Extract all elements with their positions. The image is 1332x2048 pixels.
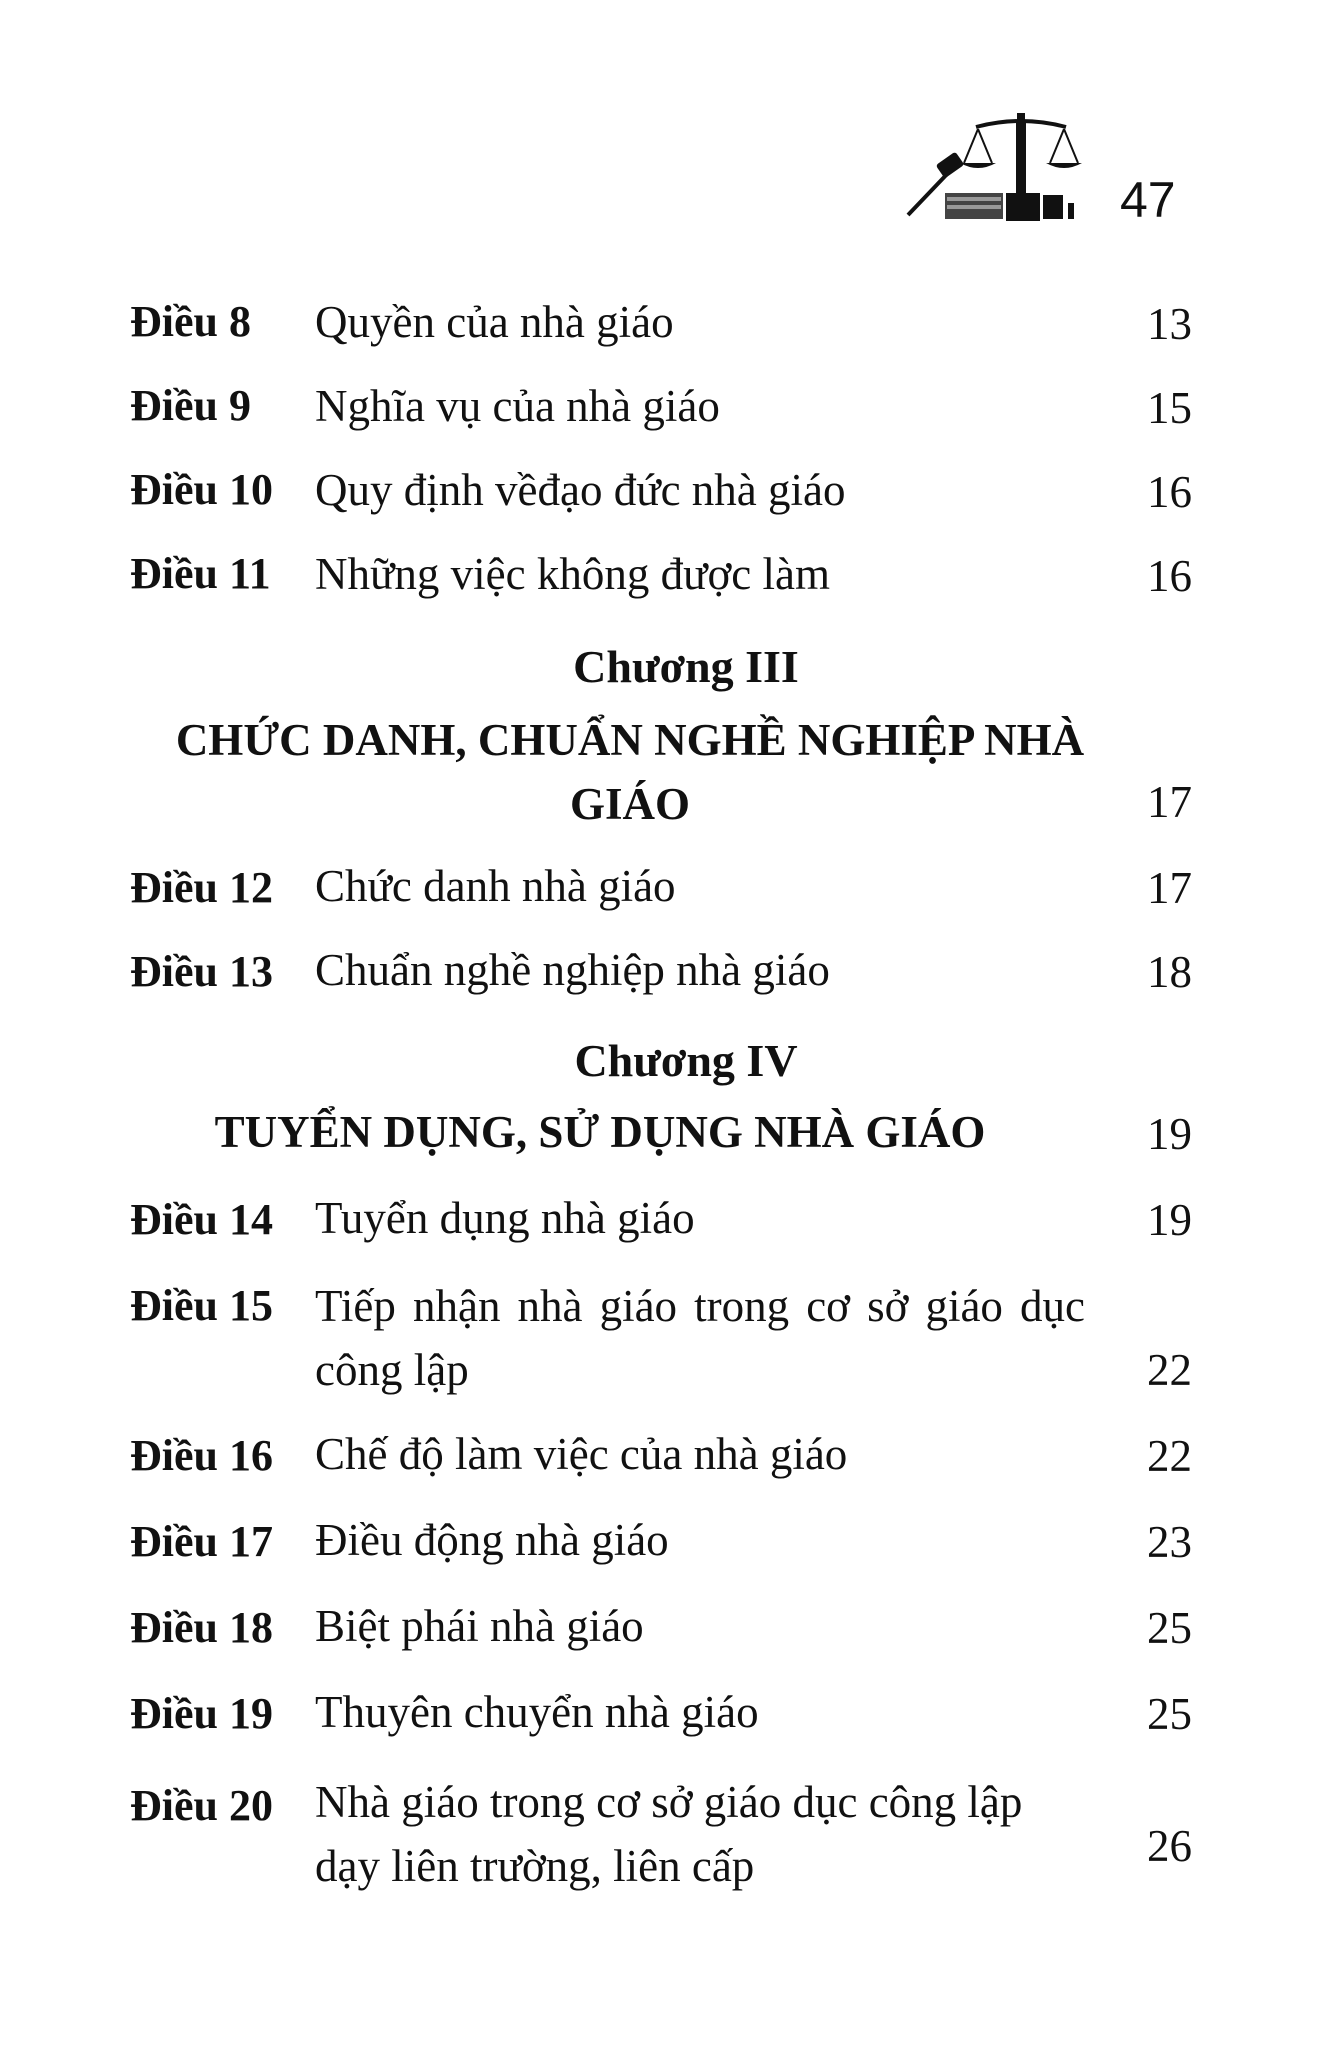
article-title: Tuyển dụng nhà giáo	[315, 1193, 695, 1243]
article-title: Thuyên chuyển nhà giáo	[315, 1687, 759, 1737]
article-title: Quyền của nhà giáo	[315, 297, 674, 347]
article-title: Nhà giáo trong cơ sở giáo dục công lập dạy liên trường, liên cấp	[315, 1777, 1023, 1891]
article-number: Điều 12	[130, 863, 273, 912]
article-title: Những việc không được làm	[315, 549, 830, 599]
chapter-title: CHỨC DANH, CHUẨN NGHỀ NGHIỆP NHÀ GIÁO	[175, 715, 1085, 829]
article-title: Chuẩn nghề nghiệp nhà giáo	[315, 945, 830, 995]
article-title: Điều động nhà giáo	[315, 1515, 669, 1565]
chapter-title: TUYỂN DỤNG, SỬ DỤNG NHÀ GIÁO	[214, 1107, 986, 1157]
page-header	[900, 105, 1200, 235]
article-number: Điều 19	[130, 1689, 273, 1738]
article-title: Chức danh nhà giáo	[315, 861, 676, 911]
chapter-label: Chương IV	[574, 1035, 798, 1086]
article-number: Điều 10	[130, 465, 273, 514]
page-ref: 17	[1147, 863, 1192, 913]
article-number: Điều 13	[130, 947, 273, 996]
page-ref: 25	[1147, 1603, 1192, 1653]
chapter-page-ref: 17	[1147, 777, 1192, 827]
page-ref: 26	[1147, 1821, 1192, 1871]
article-title: Biệt phái nhà giáo	[315, 1601, 644, 1651]
page-ref: 22	[1147, 1345, 1192, 1395]
page-ref: 22	[1147, 1431, 1192, 1481]
article-number: Điều 15	[130, 1281, 273, 1330]
page-ref: 13	[1147, 299, 1192, 349]
article-number: Điều 16	[130, 1431, 273, 1480]
chapter-page-ref: 19	[1147, 1109, 1192, 1159]
article-number: Điều 18	[130, 1603, 273, 1652]
chapter-label: Chương III	[573, 641, 799, 692]
article-title: Tiếp nhận nhà giáo trong cơ sở giáo dục công lập	[315, 1281, 1085, 1395]
page-ref: 18	[1147, 947, 1192, 997]
page-number: 47	[1120, 172, 1176, 228]
article-number: Điều 20	[130, 1781, 273, 1830]
page-ref: 19	[1147, 1195, 1192, 1245]
article-number: Điều 8	[130, 297, 251, 346]
article-number: Điều 14	[130, 1195, 273, 1244]
article-number: Điều 11	[130, 549, 271, 598]
article-number: Điều 9	[130, 381, 251, 430]
article-title: Chế độ làm việc của nhà giáo	[315, 1429, 848, 1479]
page-ref: 16	[1147, 467, 1192, 517]
page-ref: 25	[1147, 1689, 1192, 1739]
scales-of-justice-gavel-icon	[900, 105, 1100, 230]
article-title: Nghĩa vụ của nhà giáo	[315, 381, 720, 431]
page-ref: 23	[1147, 1517, 1192, 1567]
article-number: Điều 17	[130, 1517, 273, 1566]
page-ref: 15	[1147, 383, 1192, 433]
article-title: Quy định vềđạo đức nhà giáo	[315, 465, 846, 515]
page-ref: 16	[1147, 551, 1192, 601]
